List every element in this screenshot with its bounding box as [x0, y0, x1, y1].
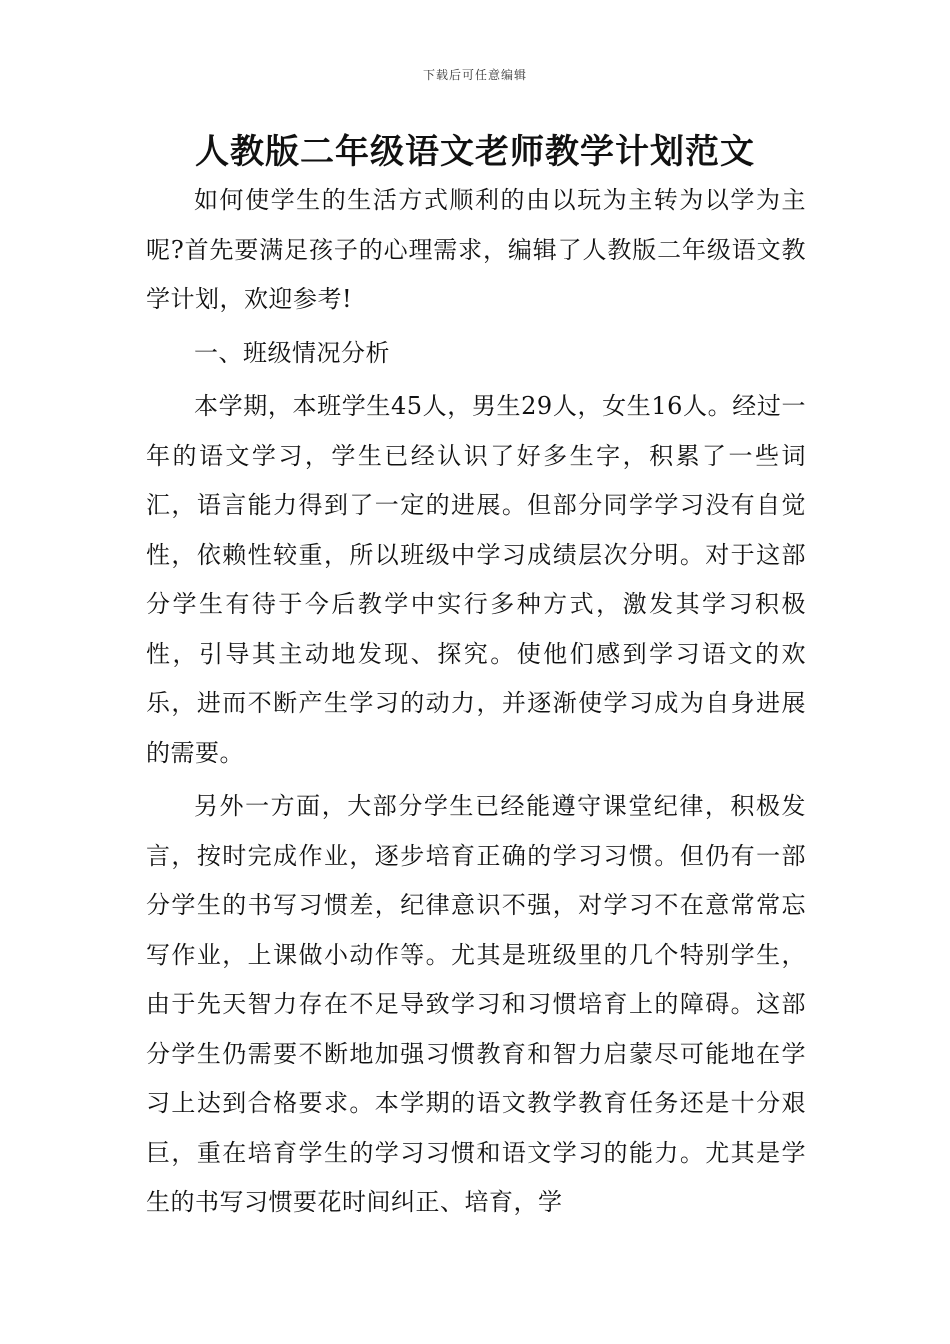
class-analysis-paragraph: 本学期，本班学生45人，男生29人，女生16人。经过一年的语文学习，学生已经认识了好多生字，积累了一些词汇，语言能力得到了一定的进展。但部分同学学习没有自觉性，依赖性较重，所以班级中学习成绩层次分明。对于这部分学生有待于今后教学中实行多种方式，激发其学习积极性，引导其主动地发现、探究。使他们感到学习语文的欢乐，进而不断产生学习的动力，并逐渐使学习成为自身进展的需要。 [146, 392, 806, 767]
header-note: 下载后可任意编辑 [422, 68, 527, 82]
document-body [146, 176, 806, 1232]
habits-paragraph: 另外一方面，大部分学生已经能遵守课堂纪律，积极发言，按时完成作业，逐步培育正确的学习习惯。但仍有一部分学生的书写习惯差，纪律意识不强，对学习不在意常常忘写作业，上课做小动作等。尤其是班级里的几个特别学生，由于先天智力存在不足导致学习和习惯培育上的障碍。这部分学生仍需要不断地加强习惯教育和智力启蒙尽可能地在学习上达到合格要求。本学期的语文教学教育任务还是十分艰巨，重在培育学生的学习习惯和语文学习的能力。尤其是学生的书写习惯要花时间纠正、培育，学 [146, 792, 806, 1216]
section-heading: 一、班级情况分析 [194, 338, 390, 367]
intro-paragraph: 如何使学生的生活方式顺利的由以玩为主转为以学为主呢?首先要满足孩子的心理需求，编辑了人教版二年级语文教学计划，欢迎参考! [146, 186, 806, 313]
document-title: 人教版二年级语文老师教学计划范文 [195, 132, 755, 172]
